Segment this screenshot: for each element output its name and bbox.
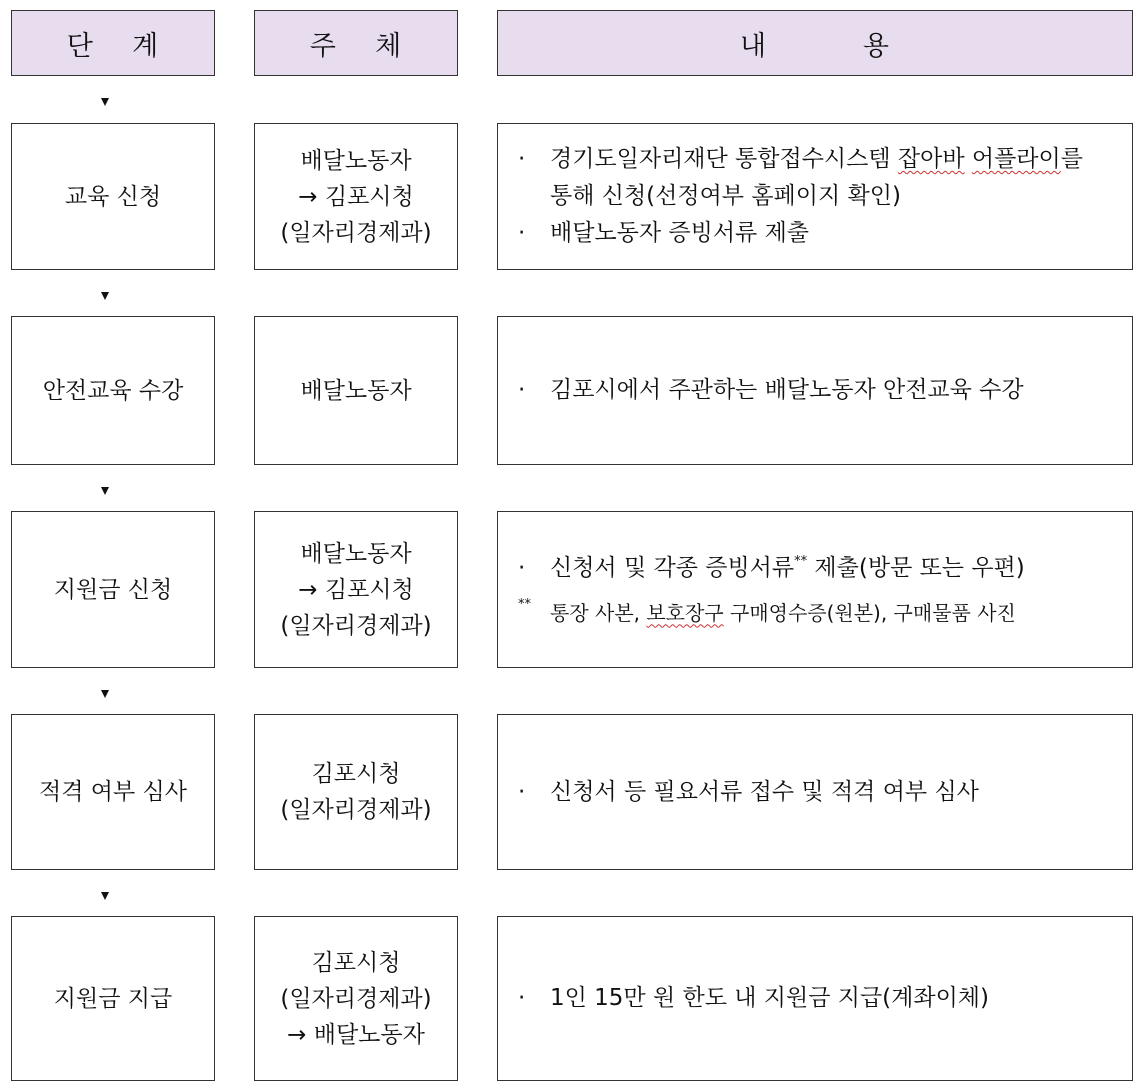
header-stage-label: 단 계 (66, 30, 160, 62)
bullet-text-part: 경기도일자리재단 통합접수시스템 (550, 146, 898, 172)
down-arrow-icon (101, 892, 109, 900)
bullet-icon: · (518, 554, 526, 581)
bullet-item (518, 774, 1118, 811)
bullet-item (518, 215, 1118, 252)
actor-line: 김포시청 (311, 761, 401, 787)
bullet-text: 1인 15만 원 한도 내 지원금 지급(계좌이체) (550, 985, 989, 1011)
bullet-text-part: 신청서 및 각종 증빙서류 (550, 554, 795, 581)
spellcheck-word: 잡아바 (897, 146, 965, 172)
header-actor (254, 10, 458, 76)
bullet-text-part: 를 (1060, 146, 1083, 172)
actor-cell (254, 916, 458, 1081)
bullet-text: 김포시에서 주관하는 배달노동자 안전교육 수강 (550, 377, 1024, 403)
content-cell (497, 123, 1133, 270)
header-stage (11, 10, 215, 76)
actor-line: → 김포시청 (298, 576, 414, 603)
header-content-label: 내 용 (740, 30, 890, 62)
spellcheck-word: 보호장구 (646, 600, 724, 625)
down-arrow-icon (101, 98, 109, 106)
bullet-item (518, 980, 1118, 1017)
bullet-continuation: 통해 신청(선정여부 홈페이지 확인) (550, 183, 901, 209)
footnote-marker: ** (518, 596, 531, 612)
stage-cell (11, 916, 215, 1081)
actor-cell (254, 511, 458, 668)
footnote (518, 596, 1118, 630)
bullet-icon: · (518, 985, 526, 1011)
actor-line: 배달노동자 (300, 540, 412, 567)
actor-line: (일자리경제과) (280, 219, 432, 246)
actor-line: → 김포시청 (298, 183, 414, 210)
stage-cell (11, 714, 215, 870)
actor-line: → 배달노동자 (287, 1021, 425, 1048)
stage-label: 적격 여부 심사 (39, 779, 187, 805)
header-content (497, 10, 1133, 76)
down-arrow-icon (101, 487, 109, 495)
content-cell (497, 511, 1133, 668)
spellcheck-word: 어플라이 (971, 146, 1061, 172)
bullet-item (518, 372, 1118, 409)
bullet-item (518, 550, 1118, 590)
bullet-text-part: 제출(방문 또는 우편) (807, 554, 1025, 581)
down-arrow-icon (101, 690, 109, 698)
stage-label: 지원금 신청 (53, 576, 173, 603)
actor-line: (일자리경제과) (280, 797, 432, 823)
stage-label: 안전교육 수강 (42, 377, 184, 404)
actor-cell (254, 316, 458, 465)
bullet-text-part (965, 146, 972, 172)
stage-label: 지원금 지급 (53, 985, 173, 1012)
content-cell (497, 316, 1133, 465)
actor-line: 김포시청 (311, 949, 401, 976)
stage-cell (11, 511, 215, 668)
footnote-text (550, 596, 1016, 630)
bullet-icon: · (518, 778, 526, 805)
actor-line: (일자리경제과) (280, 612, 432, 639)
actor-line: (일자리경제과) (280, 985, 432, 1012)
content-cell (497, 916, 1133, 1081)
actor-line: 배달노동자 (300, 377, 412, 404)
bullet-text: 신청서 등 필요서류 접수 및 적격 여부 심사 (550, 778, 979, 805)
bullet-text (550, 141, 1083, 178)
bullet-item (518, 141, 1118, 178)
down-arrow-icon (101, 292, 109, 300)
footnote-text-part: 통장 사본, (550, 600, 647, 625)
bullet-icon: · (518, 220, 526, 246)
actor-line: 배달노동자 (300, 147, 412, 174)
bullet-icon: · (518, 146, 526, 172)
stage-cell (11, 123, 215, 270)
footnote-text-part: 구매영수증(원본), 구매물품 사진 (723, 600, 1016, 625)
content-cell (497, 714, 1133, 870)
bullet-icon: · (518, 377, 526, 403)
actor-cell (254, 123, 458, 270)
actor-cell (254, 714, 458, 870)
header-actor-label: 주 체 (309, 30, 403, 62)
bullet-text: 배달노동자 증빙서류 제출 (550, 220, 810, 246)
bullet-text (550, 550, 1025, 590)
stage-label: 교육 신청 (64, 183, 162, 210)
stage-cell (11, 316, 215, 465)
footnote-marker: ** (794, 553, 808, 569)
